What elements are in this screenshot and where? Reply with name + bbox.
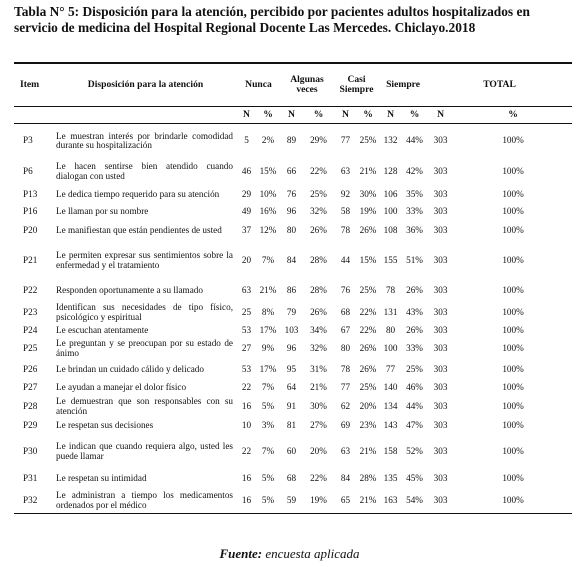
cell-total-pct: 100% [502, 472, 524, 483]
header-siempre: Siempre [379, 63, 427, 107]
header-siem-pct: % [402, 107, 427, 124]
cell-algunas-n: 64 [286, 382, 297, 393]
cell-algunas-n: 66 [286, 165, 297, 176]
cell-nunca-pct: 5% [261, 400, 275, 411]
table-row [14, 489, 572, 514]
cell-total-pct: 100% [502, 445, 524, 456]
source-note [0, 546, 579, 562]
cell-siempre-pct: 26% [406, 324, 423, 335]
cell-algunas-n: 103 [284, 324, 299, 335]
cell-algunas-n: 79 [286, 306, 297, 317]
header-total-pct: % [454, 107, 572, 124]
header-nunca-pct: % [256, 107, 280, 124]
table-body [14, 124, 572, 514]
cell-total-n: 303 [433, 472, 448, 483]
cell-algunas-pct: 31% [310, 364, 327, 375]
cell-nunca-pct: 7% [261, 254, 275, 265]
row-item: P24 [23, 324, 38, 335]
cell-siempre-n: 131 [383, 306, 398, 317]
row-item: P21 [23, 254, 38, 265]
cell-algunas-pct: 25% [310, 188, 327, 199]
header-casi-siempre: Casi Siempre [334, 63, 379, 107]
cell-nunca-pct: 21% [259, 285, 277, 296]
row-item: P29 [23, 420, 38, 431]
cell-siempre-pct: 44% [406, 135, 423, 146]
table-row [14, 381, 572, 396]
cell-nunca-n: 29 [241, 188, 252, 199]
cell-algunas-pct: 28% [310, 254, 327, 265]
cell-nunca-n: 22 [241, 445, 252, 456]
cell-total-pct: 100% [502, 343, 524, 354]
cell-casi-n: 65 [334, 489, 357, 514]
cell-algunas-pct: 26% [310, 224, 327, 235]
header-item: Item [14, 63, 54, 107]
table-row [14, 185, 572, 205]
cell-nunca-pct: 2% [261, 135, 275, 146]
cell-total-n: 303 [433, 420, 448, 431]
row-item: P23 [23, 306, 38, 317]
row-description: Le preguntan y se preocupan por su estado de ánimo [56, 338, 233, 358]
row-description: Le hacen sentirse bien atendido cuando dialogan con usted [56, 160, 233, 181]
row-description: Responden oportunamente a su llamado [56, 285, 203, 296]
cell-total-pct: 100% [502, 382, 524, 393]
header-total-n: N [427, 107, 454, 124]
cell-algunas-pct: 32% [310, 343, 327, 354]
table-row [14, 435, 572, 469]
cell-total-n: 303 [433, 206, 448, 217]
cell-nunca-pct: 17% [259, 324, 277, 335]
cell-algunas-pct: 20% [310, 445, 327, 456]
cell-casi-n: 76 [340, 285, 351, 296]
data-table [14, 62, 572, 514]
cell-casi-n: 77 [340, 135, 351, 146]
header-total: TOTAL [427, 63, 572, 107]
row-item: P3 [23, 135, 33, 146]
row-description: Le llaman por su nombre [56, 206, 149, 217]
cell-siempre-n: 140 [383, 382, 398, 393]
cell-siempre-n: 132 [383, 135, 398, 146]
row-item: P20 [23, 224, 38, 235]
cell-nunca-n: 46 [241, 165, 252, 176]
cell-nunca-pct: 9% [261, 343, 275, 354]
source-label: Fuente: [219, 546, 263, 561]
cell-siempre-pct: 33% [406, 343, 423, 354]
cell-algunas-n: 86 [286, 285, 297, 296]
cell-nunca-pct: 5% [261, 472, 275, 483]
cell-casi-pct: 25% [359, 382, 377, 393]
cell-casi-n: 78 [340, 364, 351, 375]
row-item: P30 [23, 445, 38, 456]
cell-algunas-pct: 21% [310, 382, 327, 393]
cell-algunas-n: 96 [286, 343, 297, 354]
cell-siempre-pct: 26% [406, 285, 423, 296]
cell-algunas-n: 76 [286, 188, 297, 199]
cell-casi-n: 80 [340, 343, 351, 354]
cell-siempre-n: 158 [383, 445, 398, 456]
cell-algunas-n: 80 [286, 224, 297, 235]
cell-nunca-n: 49 [241, 206, 252, 217]
cell-nunca-pct: 3% [261, 420, 275, 431]
cell-total-pct: 100% [502, 135, 524, 146]
cell-siempre-pct: 33% [406, 206, 423, 217]
row-description: Identifican sus necesidades de tipo físico, psicológico y espiritual [56, 301, 233, 322]
cell-algunas-n: 84 [286, 254, 297, 265]
cell-total-pct: 100% [502, 324, 524, 335]
cell-casi-pct: 23% [359, 420, 377, 431]
cell-siempre-n: 143 [383, 420, 398, 431]
cell-algunas-n: 68 [286, 472, 297, 483]
cell-algunas-pct: 32% [310, 206, 327, 217]
header-nunca: Nunca [237, 63, 280, 107]
cell-siempre-n: 100 [383, 206, 398, 217]
cell-total-pct: 100% [454, 489, 572, 514]
row-item: P32 [14, 489, 54, 514]
cell-total-pct: 100% [502, 254, 524, 265]
cell-casi-pct: 25% [359, 285, 377, 296]
cell-nunca-pct: 10% [259, 188, 277, 199]
row-description: Le escuchan atentamente [56, 324, 149, 335]
cell-total-pct: 100% [502, 188, 524, 199]
table-row [14, 280, 572, 303]
cell-nunca-n: 10 [241, 420, 252, 431]
row-description: Le administran a tiempo los medicamentos ordenados por el médico [54, 489, 237, 514]
cell-nunca-pct: 16% [259, 206, 277, 217]
cell-algunas-pct: 22% [310, 472, 327, 483]
table-row [14, 418, 572, 435]
cell-total-pct: 100% [502, 364, 524, 375]
header-algunas-veces: Algunas veces [280, 63, 334, 107]
cell-total-n: 303 [433, 188, 448, 199]
cell-casi-n: 63 [340, 445, 351, 456]
row-description: Le demuestran que son responsables con su atención [56, 395, 233, 416]
row-item: P6 [23, 165, 33, 176]
cell-siempre-pct: 44% [406, 400, 423, 411]
cell-casi-n: 68 [340, 306, 351, 317]
cell-casi-n: 69 [340, 420, 351, 431]
cell-siempre-pct: 47% [406, 420, 423, 431]
cell-siempre-pct: 54% [402, 489, 427, 514]
cell-nunca-n: 25 [241, 306, 252, 317]
cell-siempre-n: 80 [385, 324, 396, 335]
cell-siempre-pct: 51% [406, 254, 423, 265]
row-description: Le respetan sus decisiones [56, 420, 154, 431]
row-item: P27 [23, 382, 38, 393]
cell-siempre-n: 77 [385, 364, 396, 375]
cell-total-n: 303 [433, 135, 448, 146]
row-description: Le muestran interés por brindarle comodidad durante su hospitalización [56, 130, 233, 151]
table-row [14, 323, 572, 339]
cell-nunca-pct: 15% [259, 165, 277, 176]
cell-algunas-pct: 34% [310, 324, 327, 335]
table-title: Tabla N° 5: Disposición para la atención, percibido por pacientes adultos hospitalizados en servicio de medicina del Hospital Regional Docente Las Mercedes. Chiclayo.2018 [14, 4, 530, 35]
cell-total-n: 303 [433, 382, 448, 393]
cell-casi-n: 58 [340, 206, 351, 217]
header-row-groups [14, 63, 572, 107]
cell-total-pct: 100% [502, 420, 524, 431]
cell-casi-pct: 22% [359, 324, 377, 335]
cell-casi-n: 92 [340, 188, 351, 199]
cell-algunas-pct: 30% [310, 400, 327, 411]
cell-casi-pct: 25% [359, 135, 377, 146]
cell-casi-pct: 19% [359, 206, 377, 217]
cell-nunca-n: 22 [241, 382, 252, 393]
cell-total-pct: 100% [502, 285, 524, 296]
cell-casi-n: 78 [340, 224, 351, 235]
cell-algunas-pct: 29% [310, 135, 327, 146]
row-item: P22 [23, 285, 38, 296]
cell-nunca-pct: 8% [261, 306, 275, 317]
cell-algunas-n: 91 [286, 400, 297, 411]
cell-total-pct: 100% [502, 224, 524, 235]
cell-total-n: 303 [433, 400, 448, 411]
cell-total-n: 303 [433, 364, 448, 375]
table-row [14, 360, 572, 381]
cell-siempre-n: 155 [383, 254, 398, 265]
cell-algunas-n: 95 [286, 364, 297, 375]
cell-siempre-n: 135 [383, 472, 398, 483]
cell-siempre-n: 108 [383, 224, 398, 235]
table-row [14, 242, 572, 280]
cell-total-pct: 100% [502, 206, 524, 217]
cell-casi-pct: 26% [359, 364, 377, 375]
header-siem-n: N [379, 107, 402, 124]
cell-casi-pct: 26% [359, 224, 377, 235]
cell-casi-pct: 21% [359, 165, 377, 176]
header-disposicion: Disposición para la atención [54, 63, 237, 107]
header-alg-pct: % [303, 107, 334, 124]
row-description: Le ayudan a manejar el dolor físico [56, 382, 187, 393]
header-alg-n: N [280, 107, 303, 124]
header-nunca-n: N [237, 107, 256, 124]
cell-casi-pct: 22% [359, 306, 377, 317]
cell-total-n: 303 [433, 343, 448, 354]
cell-algunas-pct: 28% [310, 285, 327, 296]
table-row [14, 205, 572, 220]
cell-nunca-n: 5 [244, 135, 249, 146]
cell-total-n: 303 [433, 165, 448, 176]
cell-siempre-pct: 45% [406, 472, 423, 483]
row-description: Le dedica tiempo requerido para su atención [56, 188, 220, 199]
cell-casi-pct: 15% [359, 254, 377, 265]
table-row [14, 396, 572, 418]
cell-algunas-pct: 22% [310, 165, 327, 176]
cell-algunas-n: 89 [286, 135, 297, 146]
cell-nunca-n: 20 [241, 254, 252, 265]
cell-siempre-pct: 35% [406, 188, 423, 199]
table-row [14, 469, 572, 489]
cell-total-pct: 100% [502, 306, 524, 317]
source-text: encuesta aplicada [262, 546, 360, 561]
cell-total-n: 303 [433, 285, 448, 296]
header-casi-pct: % [357, 107, 379, 124]
cell-nunca-n: 16 [241, 472, 252, 483]
cell-siempre-n: 163 [379, 489, 402, 514]
cell-siempre-pct: 43% [406, 306, 423, 317]
header-blank-desc [54, 107, 237, 124]
cell-casi-n: 67 [340, 324, 351, 335]
row-description: Le brindan un cuidado cálido y delicado [56, 364, 204, 375]
row-item: P31 [23, 472, 38, 483]
row-item: P13 [23, 188, 38, 199]
header-row-subcols [14, 107, 572, 124]
cell-casi-n: 63 [340, 165, 351, 176]
cell-algunas-pct: 19% [303, 489, 334, 514]
cell-casi-n: 62 [340, 400, 351, 411]
cell-algunas-pct: 27% [310, 420, 327, 431]
cell-algunas-n: 81 [286, 420, 297, 431]
cell-siempre-pct: 46% [406, 382, 423, 393]
row-item: P16 [23, 206, 38, 217]
table-row [14, 220, 572, 242]
cell-algunas-pct: 26% [310, 306, 327, 317]
cell-total-pct: 100% [502, 400, 524, 411]
cell-nunca-pct: 7% [261, 382, 275, 393]
cell-siempre-n: 78 [385, 285, 396, 296]
row-item: P25 [23, 343, 38, 354]
cell-casi-pct: 21% [359, 445, 377, 456]
cell-siempre-pct: 36% [406, 224, 423, 235]
table-row [14, 159, 572, 185]
table-row [14, 124, 572, 159]
cell-siempre-pct: 52% [406, 445, 423, 456]
cell-nunca-n: 53 [241, 324, 252, 335]
cell-casi-pct: 26% [359, 343, 377, 354]
header-blank-item [14, 107, 54, 124]
cell-total-n: 303 [433, 254, 448, 265]
cell-casi-pct: 28% [359, 472, 377, 483]
cell-siempre-n: 100 [383, 343, 398, 354]
table-row [14, 303, 572, 323]
header-casi-n: N [334, 107, 357, 124]
cell-nunca-pct: 17% [259, 364, 277, 375]
cell-casi-n: 77 [340, 382, 351, 393]
table-row [14, 339, 572, 360]
cell-nunca-n: 53 [241, 364, 252, 375]
cell-total-n: 303 [433, 306, 448, 317]
cell-siempre-n: 134 [383, 400, 398, 411]
cell-casi-pct: 21% [357, 489, 379, 514]
cell-siempre-pct: 42% [406, 165, 423, 176]
cell-nunca-n: 27 [241, 343, 252, 354]
cell-casi-n: 44 [340, 254, 351, 265]
cell-nunca-pct: 7% [261, 445, 275, 456]
row-item: P28 [23, 400, 38, 411]
row-description: Le indican que cuando requiera algo, usted les puede llamar [56, 440, 233, 461]
row-description: Le manifiestan que están pendientes de usted [56, 224, 222, 235]
cell-total-n: 303 [433, 224, 448, 235]
row-description: Le permiten expresar sus sentimientos sobre la enfermedad y el tratamiento [56, 249, 233, 270]
cell-siempre-pct: 25% [406, 364, 423, 375]
row-item: P26 [23, 364, 38, 375]
cell-nunca-n: 37 [241, 224, 252, 235]
row-description: Le respetan su intimidad [56, 472, 147, 483]
cell-total-n: 303 [433, 324, 448, 335]
cell-nunca-n: 63 [241, 285, 252, 296]
cell-algunas-n: 59 [280, 489, 303, 514]
cell-nunca-pct: 12% [259, 224, 277, 235]
cell-siempre-n: 106 [383, 188, 398, 199]
cell-casi-n: 84 [340, 472, 351, 483]
cell-nunca-n: 16 [241, 400, 252, 411]
cell-total-n: 303 [433, 445, 448, 456]
cell-siempre-n: 128 [383, 165, 398, 176]
cell-total-n: 303 [427, 489, 454, 514]
cell-algunas-n: 60 [286, 445, 297, 456]
cell-nunca-n: 16 [237, 489, 256, 514]
cell-total-pct: 100% [502, 165, 524, 176]
cell-casi-pct: 20% [359, 400, 377, 411]
cell-casi-pct: 30% [359, 188, 377, 199]
cell-nunca-pct: 5% [256, 489, 280, 514]
cell-algunas-n: 96 [286, 206, 297, 217]
